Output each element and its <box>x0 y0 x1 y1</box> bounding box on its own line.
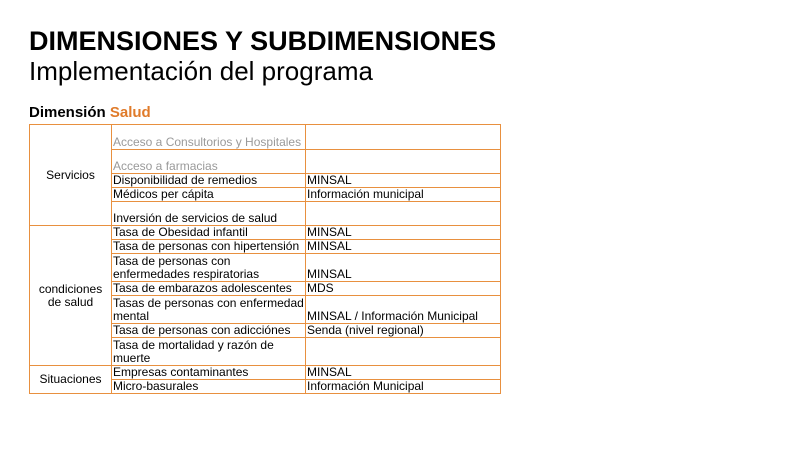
slide-subtitle: Implementación del programa <box>29 56 373 86</box>
indicator-cell: Tasa de Obesidad infantil <box>112 226 306 240</box>
table-row <box>30 366 501 380</box>
group-label-servicios: Servicios <box>30 125 112 226</box>
source-cell: Información municipal <box>306 188 501 202</box>
source-cell <box>306 338 501 366</box>
indicator-cell: Micro-basurales <box>112 380 306 394</box>
source-cell <box>306 150 501 174</box>
indicator-cell: Tasa de embarazos adolescentes <box>112 282 306 296</box>
source-cell: Senda (nivel regional) <box>306 324 501 338</box>
table-row <box>30 226 501 240</box>
dimension-name: Salud <box>109 104 151 121</box>
source-cell: MDS <box>306 282 501 296</box>
indicator-cell: Acceso a Consultorios y Hospitales <box>112 125 306 150</box>
source-cell: MINSAL <box>306 366 501 380</box>
indicator-cell: Empresas contaminantes <box>112 366 306 380</box>
group-label-condiciones: condiciones de salud <box>30 226 112 366</box>
dimension-heading <box>29 104 151 122</box>
group-label-situaciones: Situaciones <box>30 366 112 394</box>
source-cell: MINSAL <box>306 254 501 282</box>
source-cell: MINSAL <box>306 174 501 188</box>
indicator-cell: Acceso a farmacias <box>112 150 306 174</box>
source-cell: MINSAL <box>306 240 501 254</box>
indicator-cell: Inversión de servicios de salud <box>112 202 306 226</box>
dimension-label: Dimensión <box>29 104 106 121</box>
indicator-cell: Tasa de personas con enfermedades respiratorias <box>112 254 306 282</box>
indicator-cell: Tasa de personas con adicciónes <box>112 324 306 338</box>
slide-title: DIMENSIONES Y SUBDIMENSIONES <box>29 26 497 56</box>
indicator-cell: Tasa de mortalidad y razón de muerte <box>112 338 306 366</box>
source-cell <box>306 125 501 150</box>
dimension-table <box>29 124 501 394</box>
indicator-cell: Tasas de personas con enfermedad mental <box>113 296 304 323</box>
source-cell <box>306 202 501 226</box>
source-cell: MINSAL / Información Municipal <box>306 296 501 324</box>
indicator-cell: Disponibilidad de remedios <box>112 174 306 188</box>
table-row <box>30 125 501 150</box>
source-cell: Información Municipal <box>306 380 501 394</box>
indicator-cell: Médicos per cápita <box>112 188 306 202</box>
source-cell: MINSAL <box>306 226 501 240</box>
indicator-cell: Tasa de personas con hipertensión <box>112 240 306 254</box>
